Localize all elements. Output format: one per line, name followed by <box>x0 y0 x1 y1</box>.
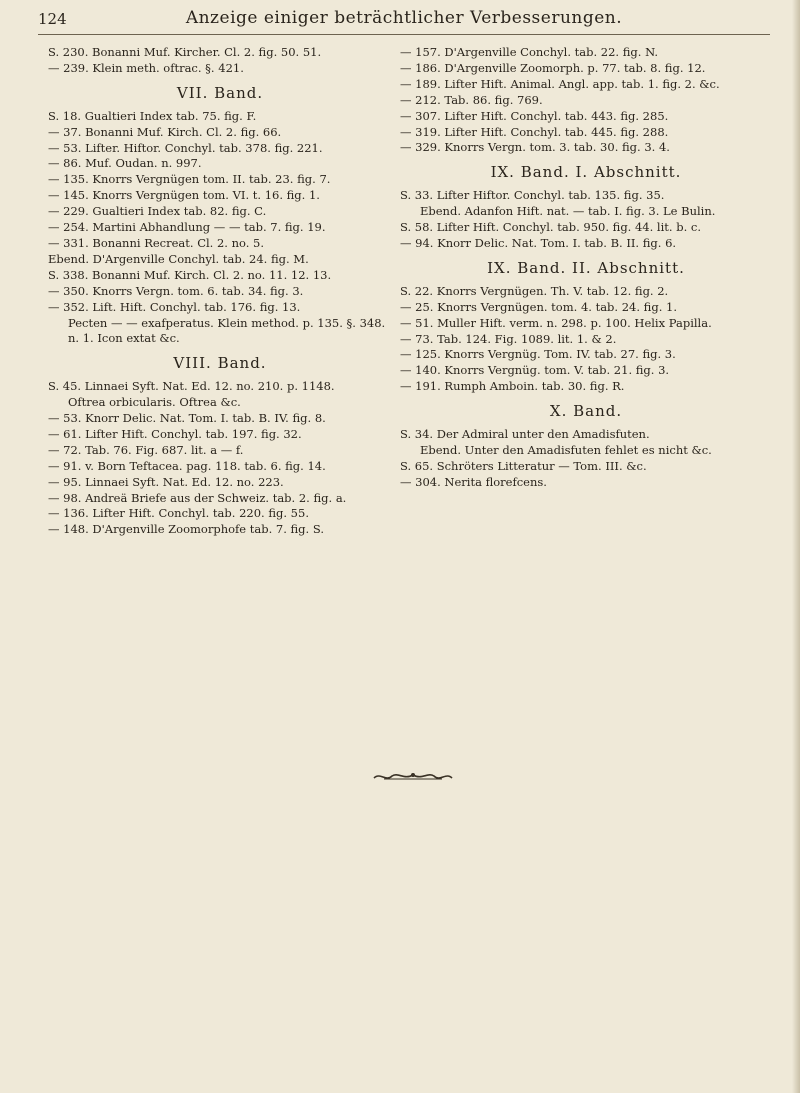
reference-entry: S. 18. Gualtieri Index tab. 75. fig. F. <box>48 108 257 123</box>
reference-entry: — 350. Knorrs Vergn. tom. 6. tab. 34. fig. 3. <box>48 283 304 298</box>
reference-entry: — 186. D'Argenville Zoomorph. p. 77. tab. 8. fig. 12. <box>400 60 706 75</box>
reference-entry: — 331. Bonanni Recreat. Cl. 2. no. 5. <box>48 235 265 250</box>
reference-entry: — 239. Klein meth. oftrac. §. 421. <box>48 60 244 75</box>
reference-entry: — 51. Muller Hift. verm. n. 298. p. 100. Helix Papilla. <box>400 315 712 330</box>
reference-entry: — 212. Tab. 86. fig. 769. <box>400 92 543 107</box>
reference-entry: — 352. Lift. Hift. Conchyl. tab. 176. fig. 13. <box>48 299 301 314</box>
reference-entry: S. 45. Linnaei Syft. Nat. Ed. 12. no. 210. p. 1148. <box>48 379 335 394</box>
entry-continuation: Ebend. Unter den Amadisfuten fehlet es nicht &c. <box>420 442 712 457</box>
reference-entry: — 140. Knorrs Vergnüg. tom. V. tab. 21. fig. 3. <box>400 363 670 378</box>
reference-entry: — 304. Nerita florefcens. <box>400 474 547 489</box>
volume-heading: IX. Band. I. Abschnitt. <box>490 163 682 182</box>
page-number: 124 <box>38 10 67 28</box>
reference-entry: — 37. Bonanni Muf. Kirch. Cl. 2. fig. 66. <box>48 124 282 139</box>
reference-entry: — 145. Knorrs Vergnügen tom. VI. t. 16. fig. 1. <box>48 188 320 203</box>
left-column <box>48 45 392 538</box>
reference-entry: — 61. Lifter Hift. Conchyl. tab. 197. fig. 32. <box>48 426 302 441</box>
reference-entry: — 148. D'Argenville Zoomorphofe tab. 7. fig. S. <box>48 522 324 537</box>
reference-entry: — 189. Lifter Hift. Animal. Angl. app. tab. 1. fig. 2. &c. <box>400 76 720 91</box>
volume-heading: X. Band. <box>549 402 623 421</box>
reference-entry: S. 65. Schröters Litteratur — Tom. III. &c. <box>400 458 647 473</box>
reference-entry: S. 338. Bonanni Muf. Kirch. Cl. 2. no. 11. 12. 13. <box>48 267 332 282</box>
reference-entry: — 94. Knorr Delic. Nat. Tom. I. tab. B. II. fig. 6. <box>400 235 677 250</box>
reference-entry: — 229. Gualtieri Index tab. 82. fig. C. <box>48 204 267 219</box>
reference-entry: — 307. Lifter Hift. Conchyl. tab. 443. fig. 285. <box>400 108 669 123</box>
volume-heading: VII. Band. <box>176 83 264 102</box>
reference-entry: — 53. Lifter. Hiftor. Conchyl. tab. 378. fig. 221. <box>48 140 323 155</box>
reference-entry: S. 34. Der Admiral unter den Amadisfuten. <box>400 427 650 442</box>
volume-heading: IX. Band. II. Abschnitt. <box>487 258 685 277</box>
reference-entry: — 191. Rumph Amboin. tab. 30. fig. R. <box>400 379 625 394</box>
reference-entry: — 319. Lifter Hift. Conchyl. tab. 445. fig. 288. <box>400 124 669 139</box>
reference-entry: — 135. Knorrs Vergnügen tom. II. tab. 23. fig. 7. <box>48 172 331 187</box>
reference-entry: — 25. Knorrs Vergnügen. tom. 4. tab. 24. fig. 1. <box>400 299 677 314</box>
reference-entry: — 157. D'Argenville Conchyl. tab. 22. fig. N. <box>400 45 659 59</box>
reference-entry: S. 22. Knorrs Vergnügen. Th. V. tab. 12. fig. 2. <box>400 283 669 298</box>
volume-heading: VIII. Band. <box>173 354 267 373</box>
reference-entry: — 73. Tab. 124. Fig. 1089. lit. 1. & 2. <box>400 331 617 346</box>
page-edge <box>792 0 800 1093</box>
reference-entry: — 72. Tab. 76. Fig. 687. lit. a — f. <box>48 442 244 457</box>
entry-continuation: Pecten — — exafperatus. Klein method. p. 135. §. 348. n. 1. Icon extat &c. <box>68 315 386 346</box>
reference-entry: — 95. Linnaei Syft. Nat. Ed. 12. no. 223. <box>48 474 284 489</box>
entry-continuation: Oftrea orbicularis. Oftrea &c. <box>68 395 241 410</box>
reference-entry: S. 230. Bonanni Muf. Kircher. Cl. 2. fig. 50. 51. <box>48 45 322 59</box>
reference-entry: — 125. Knorrs Vergnüg. Tom. IV. tab. 27. fig. 3. <box>400 347 676 362</box>
reference-entry: — 98. Andreä Briefe aus der Schweiz. tab. 2. fig. a. <box>48 490 347 505</box>
reference-entry: — 136. Lifter Hift. Conchyl. tab. 220. fig. 55. <box>48 506 309 521</box>
reference-entry: S. 58. Lifter Hift. Conchyl. tab. 950. fig. 44. lit. b. c. <box>400 220 701 235</box>
reference-entry: Ebend. D'Argenville Conchyl. tab. 24. fig. M. <box>48 251 309 266</box>
page-header <box>38 8 770 35</box>
running-head: Anzeige einiger beträchtlicher Verbesserungen. <box>185 8 623 28</box>
reference-entry: — 91. v. Born Teftacea. pag. 118. tab. 6. fig. 14. <box>48 458 326 473</box>
reference-entry: — 329. Knorrs Vergn. tom. 3. tab. 30. fig. 3. 4. <box>400 140 670 155</box>
right-column <box>400 45 772 491</box>
reference-entry: — 53. Knorr Delic. Nat. Tom. I. tab. B. IV. fig. 8. <box>48 411 326 426</box>
reference-entry: — 86. Muf. Oudan. n. 997. <box>48 156 202 171</box>
entry-continuation: Ebend. Adanfon Hift. nat. — tab. I. fig. 3. Le Bulin. <box>420 204 716 219</box>
closing-ornament-icon <box>370 770 456 784</box>
reference-entry: S. 33. Lifter Hiftor. Conchyl. tab. 135. fig. 35. <box>400 188 665 203</box>
reference-entry: — 254. Martini Abhandlung — — tab. 7. fig. 19. <box>48 220 326 235</box>
